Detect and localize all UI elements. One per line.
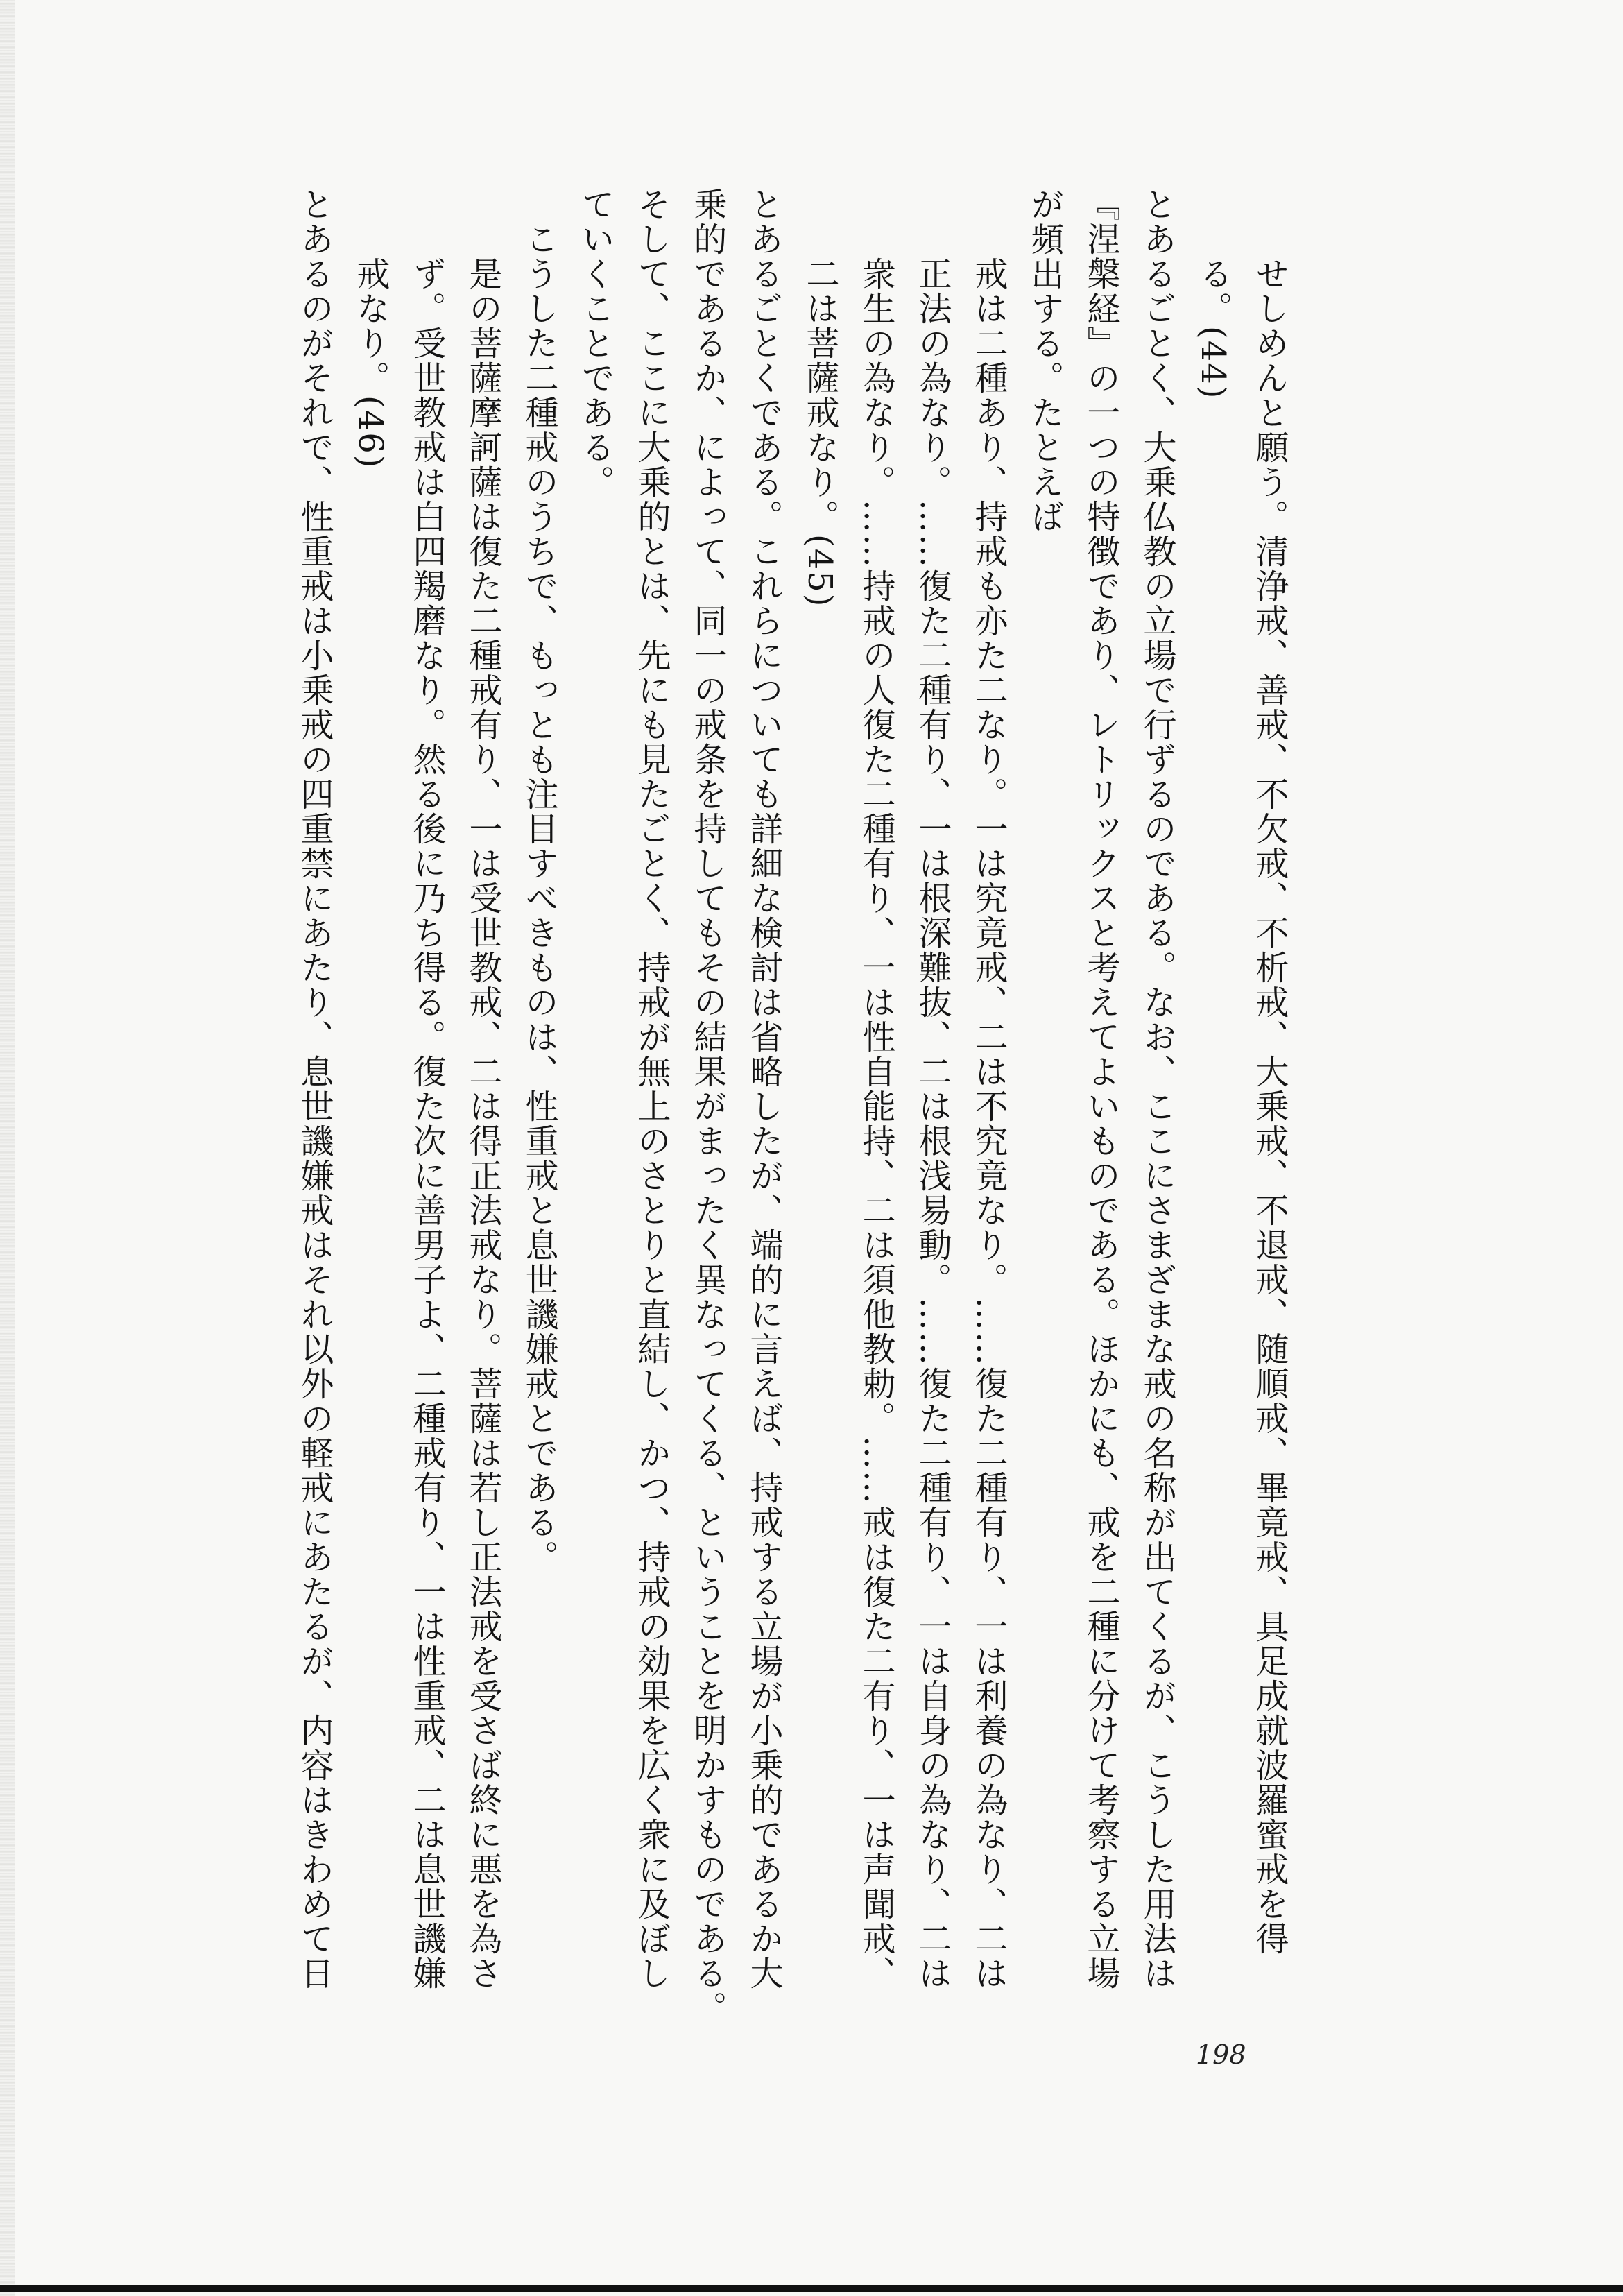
text-line: ていくことである。 <box>576 187 615 499</box>
text-line: る。(44) <box>1194 257 1233 400</box>
text-line: 戒なり。(46) <box>351 257 390 470</box>
text-line: 『涅槃経』の一つの特徴であり、レトリックスと考えてよいものである。ほかにも、戒を二種に分けて考察する立場 <box>1081 187 1120 1991</box>
text-line: とあるごとくである。これらについても詳細な検討は省略したが、端的に言えば、持戒する立場が小乗的であるか大 <box>744 187 783 1991</box>
scan-edge <box>0 0 15 2296</box>
bottom-border <box>0 2285 1623 2292</box>
text-line: 衆生の為なり。……持戒の人復た二種有り、一は性自能持、二は須他教勅。……戒は復た二有り、一は声聞戒、 <box>857 257 895 1991</box>
page-number: 198 <box>1196 2039 1246 2070</box>
text-line: ず。受世教戒は白四羯磨なり。然る後に乃ち得る。復た次に善男子よ、二種戒有り、一は性重戒、二は息世譏嫌 <box>407 257 446 1991</box>
text-line: そして、ここに大乗的とは、先にも見たごとく、持戒が無上のさとりと直結し、かつ、持戒の効果を広く衆に及ぼし <box>632 187 671 1991</box>
text-line: とあるごとく、大乗仏教の立場で行ずるのである。なお、ここにさまざまな戒の名称が出てくるが、こうした用法は <box>1137 187 1176 1991</box>
text-line: せしめんと願う。清浄戒、善戒、不欠戒、不析戒、大乗戒、不退戒、随順戒、畢竟戒、具足成就波羅蜜戒を得 <box>1250 257 1289 1956</box>
text-line: 戒は二種あり、持戒も亦た二なり。一は究竟戒、二は不究竟なり。……復た二種有り、一は利養の為なり、二は <box>969 257 1008 1991</box>
text-line: 正法の為なり。……復た二種有り、一は根深難抜、二は根浅易動。……復た二種有り、一は自身の為なり、二は <box>913 257 952 1991</box>
vertical-text-block <box>286 187 1297 2025</box>
text-line: 二は菩薩戒なり。(45) <box>800 257 839 608</box>
text-line: とあるのがそれで、性重戒は小乗戒の四重禁にあたり、息世譏嫌戒はそれ以外の軽戒にあたるが、内容はきわめて日 <box>295 187 334 1991</box>
text-line: 是の菩薩摩訶薩は復た二種戒有り、一は受世教戒、二は得正法戒なり。菩薩は若し正法戒を受さば終に悪を為さ <box>463 257 502 1991</box>
text-line: 乗的であるか、によって、同一の戒条を持してもその結果がまったく異なってくる、ということを明かすものである。 <box>688 187 727 2025</box>
text-line: こうした二種戒のうちで、もっとも注目すべきものは、性重戒と息世譏嫌戒とである。 <box>519 222 558 1575</box>
text-line: が頻出する。たとえば <box>1025 187 1064 534</box>
